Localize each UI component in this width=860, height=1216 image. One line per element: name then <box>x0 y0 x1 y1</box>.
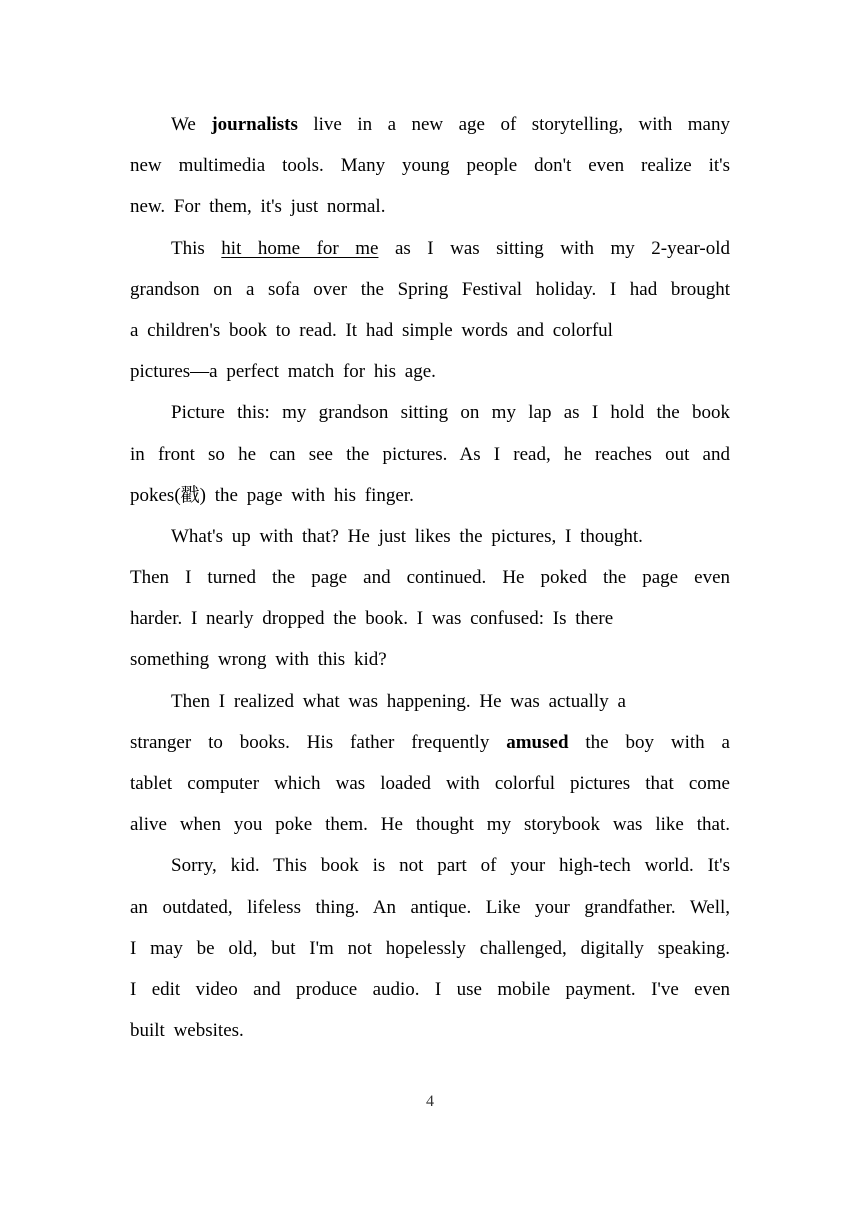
text-segment: I edit video and produce audio. I use mobile payment. I've even <box>130 978 730 1000</box>
text-segment: built websites. <box>130 1020 244 1042</box>
bold-keyword: journalists <box>211 114 298 135</box>
text-line <box>130 557 730 598</box>
text-segment: Then I realized what was happening. He was actually a <box>171 690 626 712</box>
text-line <box>130 186 730 227</box>
text-segment: pictures—a perfect match for his age. <box>130 361 436 383</box>
text-segment: I may be old, but I'm not hopelessly challenged, digitally speaking. <box>130 937 730 959</box>
text-line <box>130 145 730 186</box>
text-line <box>130 269 730 310</box>
text-line <box>130 516 730 557</box>
text-line <box>130 887 730 928</box>
text-line <box>130 639 730 680</box>
text-line <box>130 310 730 351</box>
text-line <box>130 434 730 475</box>
text-segment: Picture this: my grandson sitting on my lap as I hold the book <box>171 402 730 424</box>
text-segment: harder. I nearly dropped the book. I was confused: Is there <box>130 608 614 630</box>
text-segment: alive when you poke them. He thought my storybook was like that. <box>130 814 730 836</box>
text-segment: in front so he can see the pictures. As I read, he reaches out and <box>130 443 730 465</box>
text-segment: Then I turned the page and continued. He poked the page even <box>130 567 730 589</box>
text-segment: pokes(戳) the page with his finger. <box>130 484 414 506</box>
text-line <box>130 475 730 516</box>
text-line <box>130 598 730 639</box>
text-line <box>130 722 730 763</box>
text-line <box>130 228 730 269</box>
text-segment: grandson on a sofa over the Spring Festival holiday. I had brought <box>130 278 730 300</box>
paragraph <box>130 228 730 393</box>
text-segment: tablet computer which was loaded with colorful pictures that come <box>130 773 730 794</box>
text-segment: new multimedia tools. Many young people don't even realize it's <box>130 155 730 177</box>
text-segment: Sorry, kid. This book is not part of your high-tech world. It's <box>171 855 730 877</box>
paragraph <box>130 845 730 1051</box>
text-segment: the boy with a <box>568 731 730 753</box>
text-line <box>130 763 730 804</box>
page-number: 4 <box>426 1093 434 1110</box>
underlined-phrase: hit home for me <box>221 237 379 259</box>
article-body <box>130 104 730 1051</box>
paragraph <box>130 516 730 681</box>
text-segment: something wrong with this kid? <box>130 649 387 671</box>
text-line <box>130 969 730 1010</box>
text-segment: as I was sitting with my 2-year-old <box>378 237 731 259</box>
paragraph <box>130 104 730 228</box>
text-line <box>130 681 730 722</box>
text-segment: new. For them, it's just normal. <box>130 196 386 218</box>
text-line <box>130 804 730 845</box>
paragraph <box>130 681 730 846</box>
text-segment: This <box>171 237 222 259</box>
text-segment: We <box>171 114 212 135</box>
text-segment: a children's book to read. It had simple words and colorful <box>130 319 613 341</box>
text-line <box>130 104 730 145</box>
text-line <box>130 845 730 886</box>
text-line <box>130 1010 730 1051</box>
text-segment: an outdated, lifeless thing. An antique. Like your grandfather. Well, <box>130 896 730 918</box>
text-segment: What's up with that? He just likes the pictures, I thought. <box>171 525 643 547</box>
text-line <box>130 392 730 433</box>
text-line <box>130 351 730 392</box>
text-segment: stranger to books. His father frequently <box>130 731 507 753</box>
text-segment: live in a new age of storytelling, with many <box>297 114 730 135</box>
bold-keyword: amused <box>506 731 569 753</box>
text-line <box>130 928 730 969</box>
paragraph <box>130 392 730 516</box>
